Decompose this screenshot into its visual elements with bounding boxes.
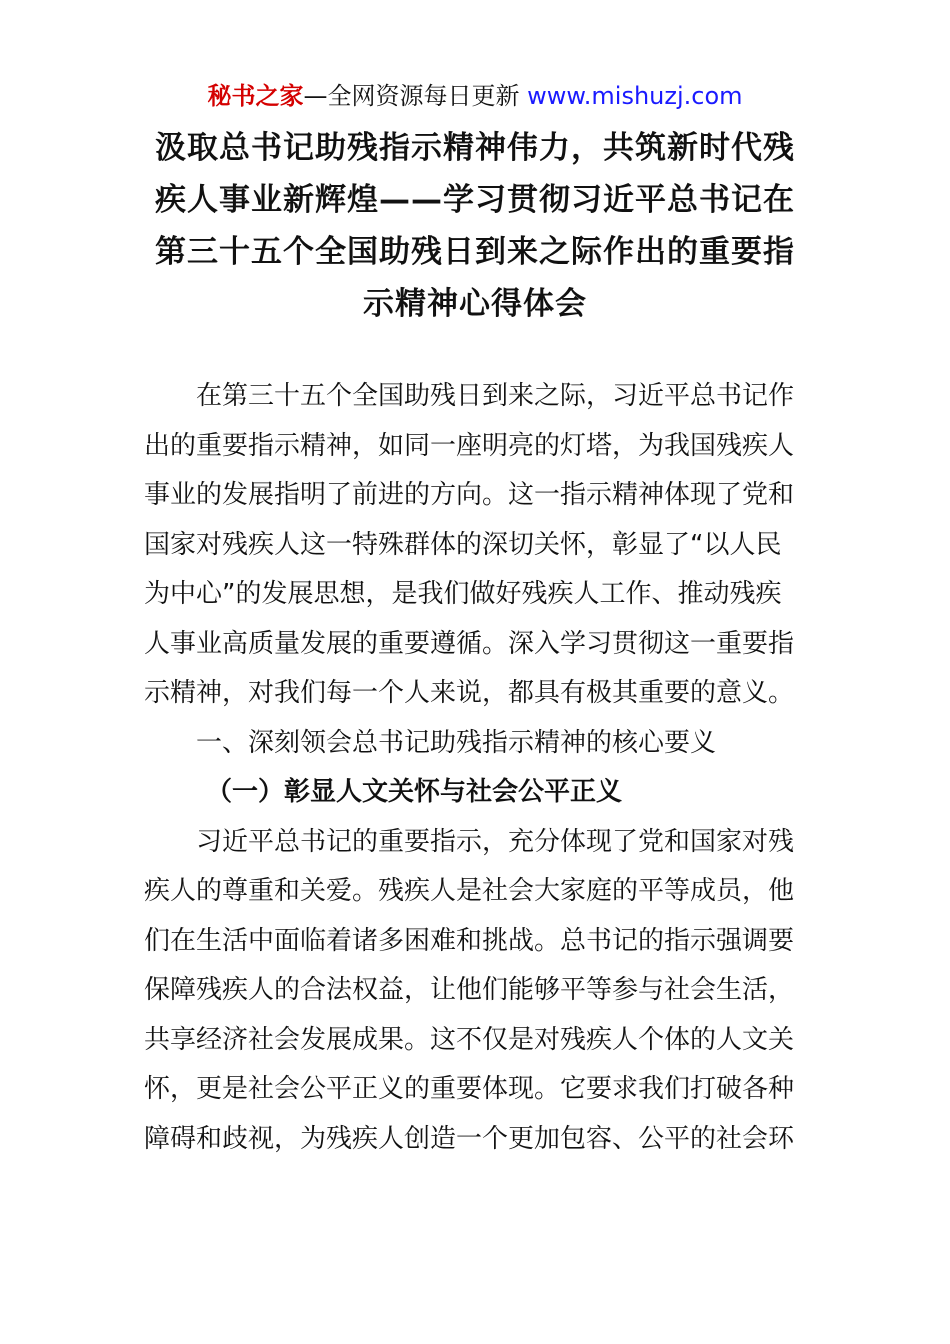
site-banner — [0, 80, 950, 112]
paragraph-line: 事业的发展指明了前进的方向。这一指示精神体现了党和 — [144, 480, 795, 510]
section-heading: 一、深刻领会总书记助残指示精神的核心要义 — [196, 727, 717, 758]
paragraph-line: 示精神，对我们每一个人来说，都具有极其重要的意义。 — [144, 678, 795, 708]
title-line: 疾人事业新辉煌——学习贯彻习近平总书记在 — [155, 182, 795, 218]
paragraph-line: 障碍和歧视，为残疾人创造一个更加包容、公平的社会环 — [144, 1123, 795, 1154]
banner-brand: 秘书之家 — [207, 82, 304, 110]
paragraph-line: 们在生活中面临着诸多困难和挑战。总书记的指示强调要 — [144, 925, 795, 956]
paragraph-line: 怀，更是社会公平正义的重要体现。它要求我们打破各种 — [144, 1074, 795, 1104]
paragraph-line: 人事业高质量发展的重要遵循。深入学习贯彻这一重要指 — [144, 628, 795, 659]
paragraph-line: 保障残疾人的合法权益，让他们能够平等参与社会生活， — [144, 975, 795, 1005]
document-title — [150, 122, 800, 330]
paragraph-line: 为中心”的发展思想，是我们做好残疾人工作、推动残疾 — [144, 579, 782, 609]
document-body — [144, 372, 808, 1164]
section-paragraph — [144, 818, 808, 1165]
intro-paragraph — [144, 372, 808, 719]
paragraph-line: 习近平总书记的重要指示，充分体现了党和国家对残 — [196, 826, 795, 857]
title-line: 第三十五个全国助残日到来之际作出的重要指 — [155, 234, 795, 270]
paragraph-line: 国家对残疾人这一特殊群体的深切关怀，彰显了“以人民 — [144, 529, 782, 560]
paragraph-line: 共享经济社会发展成果。这不仅是对残疾人个体的人文关 — [144, 1024, 795, 1055]
subsection-heading: （一）彰显人文关怀与社会公平正义 — [206, 777, 623, 807]
banner-tagline: —全网资源每日更新 — [303, 82, 528, 110]
title-line: 汲取总书记助残指示精神伟力，共筑新时代残 — [155, 130, 795, 166]
paragraph-line: 在第三十五个全国助残日到来之际，习近平总书记作 — [196, 381, 795, 411]
paragraph-line: 出的重要指示精神，如同一座明亮的灯塔，为我国残疾人 — [144, 430, 795, 461]
banner-url-link[interactable]: www.mishuzj.com — [527, 82, 743, 110]
title-line: 示精神心得体会 — [363, 286, 587, 322]
paragraph-line: 疾人的尊重和关爱。残疾人是社会大家庭的平等成员，他 — [144, 876, 795, 906]
